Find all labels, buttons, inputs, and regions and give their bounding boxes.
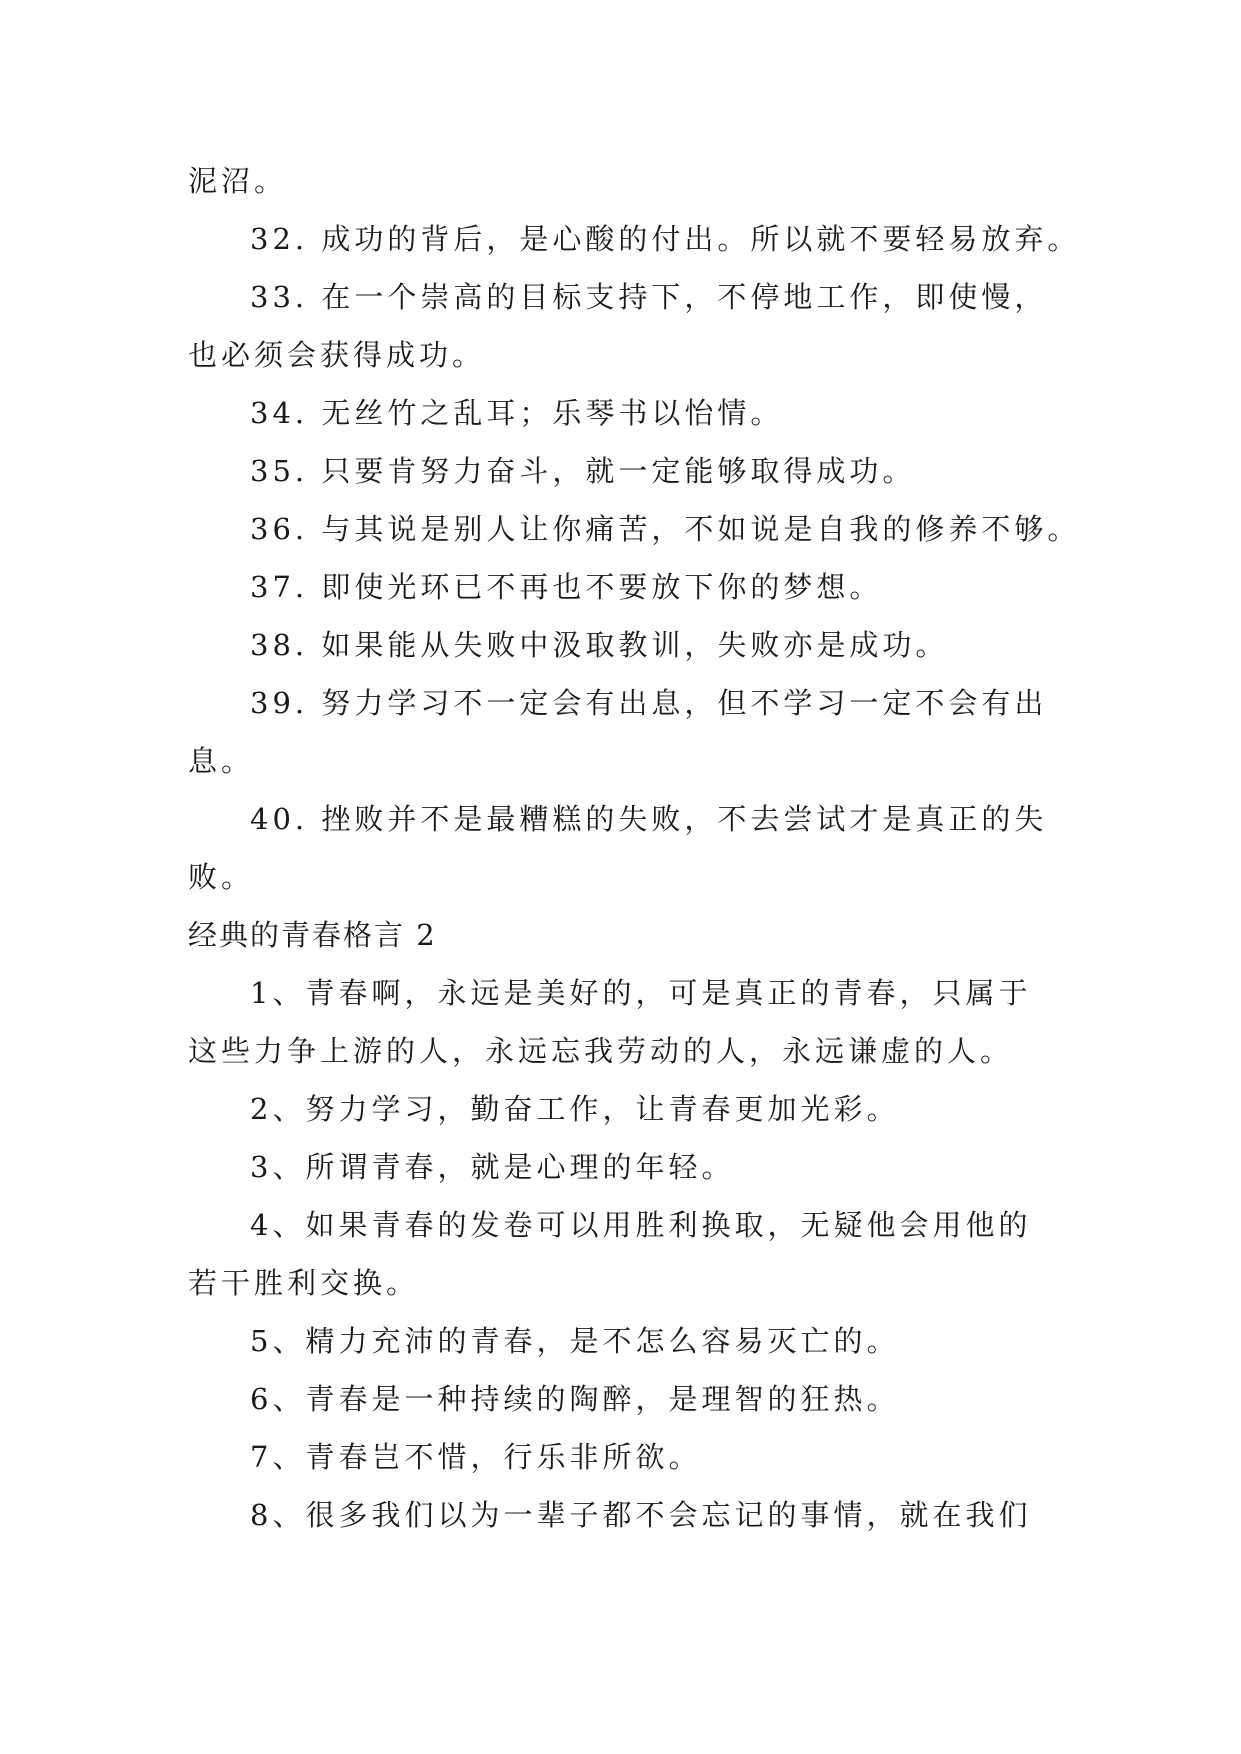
text-line: 也必须会获得成功。 (188, 338, 486, 372)
list-item-7: 7、青春岂不惜，行乐非所欲。 (250, 1440, 702, 1474)
list-item-38: 38. 如果能从失败中汲取教训，失败亦是成功。 (250, 628, 949, 662)
list-item-36: 36. 与其说是别人让你痛苦，不如说是自我的修养不够。 (250, 512, 1081, 546)
list-item-37: 37. 即使光环已不再也不要放下你的梦想。 (250, 570, 883, 604)
list-item-2: 2、努力学习，勤奋工作，让青春更加光彩。 (250, 1092, 900, 1126)
list-item-40: 40. 挫败并不是最糟糕的失败，不去尝试才是真正的失 (250, 802, 1048, 836)
list-item-35: 35. 只要肯努力奋斗，就一定能够取得成功。 (250, 454, 916, 488)
list-item-34: 34. 无丝竹之乱耳；乐琴书以怡情。 (250, 396, 784, 430)
list-item-8: 8、很多我们以为一辈子都不会忘记的事情，就在我们 (250, 1498, 1032, 1532)
list-item-4: 4、如果青春的发卷可以用胜利换取，无疑他会用他的 (250, 1208, 1032, 1242)
text-line: 败。 (188, 860, 255, 894)
text-line: 这些力争上游的人，永远忘我劳动的人，永远谦虚的人。 (188, 1034, 1014, 1068)
text-line: 息。 (188, 744, 255, 778)
list-item-5: 5、精力充沛的青春，是不怎么容易灭亡的。 (250, 1324, 900, 1358)
document-body (188, 152, 1081, 1544)
list-item-39: 39. 努力学习不一定会有出息，但不学习一定不会有出 (250, 686, 1048, 720)
list-item-6: 6、青春是一种持续的陶醉，是理智的狂热。 (250, 1382, 900, 1416)
list-item-32: 32. 成功的背后，是心酸的付出。所以就不要轻易放弃。 (250, 222, 1081, 256)
list-item-1: 1、青春啊，永远是美好的，可是真正的青春，只属于 (250, 976, 1032, 1010)
list-item-33: 33. 在一个崇高的目标支持下，不停地工作，即使慢， (250, 280, 1048, 314)
text-line: 泥沼。 (188, 164, 288, 198)
list-item-3: 3、所谓青春，就是心理的年轻。 (250, 1150, 735, 1184)
text-line: 若干胜利交换。 (188, 1266, 420, 1300)
section-heading: 经典的青春格言 2 (188, 918, 437, 952)
